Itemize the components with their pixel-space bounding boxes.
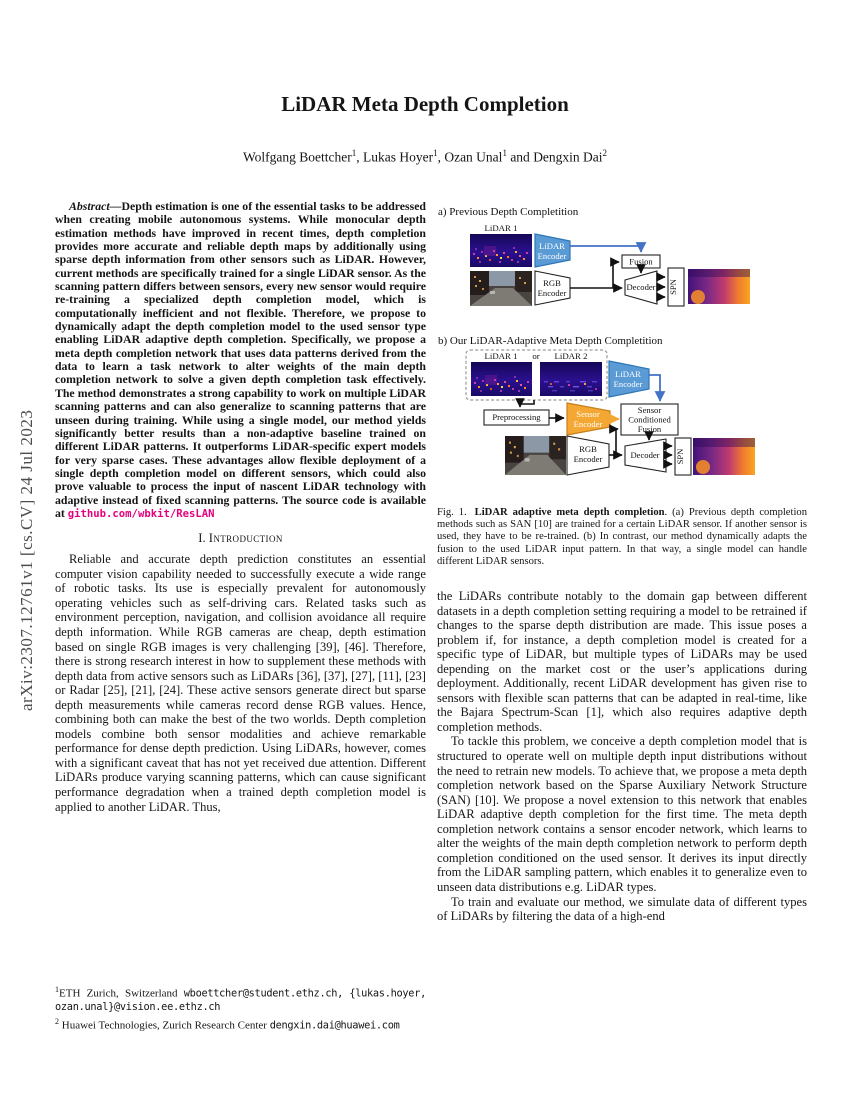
lidar-to-preprocessing-arrow [520,400,534,407]
lidar-to-scf-arrow [649,375,660,401]
output-depth-image [693,438,755,475]
panel-a-label: a) Previous Depth Completition [438,206,579,218]
paragraph: Reliable and accurate depth prediction constitutes an essential computer vision capability needed to successfully execute a wide range of robotic tasks. Its use is especially prevalent for autonomously operating vehicles such as self-driving cars. Related tasks such as environment perception, navigation, and collision avoidance all require depth information. While RGB cameras are cheap, depth estimation based on single RGB images is very challenging [39], [46]. Therefore, there is strong research interest in how to supplement these methods with depth data from active sensors such as LiDARs [36], [37], [27], [11], [23] or Radar [25], [21], [24]. These active sensors generate direct but sparse depth measurements while cameras record dense RGB values. Hence, combining both can make the best of the two worlds. Depth completion models combine both sensor modalities and achieve remarkable performance for dense depth prediction. Using LiDARs, however, comes with a significant caveat that has not yet received due attention. Different LiDARs produce varying scanning patterns, which can cause significant performance degradation when a trained depth completion model is applied to another LiDAR. Thus, [55,552,426,814]
svg-text:Encoder: Encoder [537,251,567,261]
paragraph: To tackle this problem, we conceive a depth completion model that is structured to operate well on multiple depth input distributions without the need to retrain new models. To achieve that, we propose a meta depth completion network based on the Sparse Auxiliary Network Structure (SAN) [10]. We propose a novel extension to this network that enables LiDAR adaptive depth completion for the first time. The meta depth completion network contains a sensor encoder network, which learns to alter the weights of the main depth completion network to perform depth completion conditioned on the used sensor. It derives its input directly from the LiDAR sampling pattern, which enables it to generalize even to unseen data distributions e.g. LiDAR types. [437,734,807,894]
abstract-text: Depth estimation is one of the essential tasks to be addressed when creating mobile autonomous systems. While monocular depth estimation methods have improved in recent times, depth completion provides more accurate and reliable depth maps by additionally using sparse depth information from other sensors such as LiDAR. However, current methods are specifically trained for a single LiDAR sensor. As the scanning pattern differs between sensors, every new sensor would require re-training a specialized depth completion model, which is computationally inefficient and not flexible. Therefore, we propose to dynamically adapt the depth completion model to the used sensor type enabling LiDAR adaptive depth completion. Specifically, we propose a meta depth completion network that uses data patterns derived from the data to learn a task network to alter weights of the main depth completion network to solve a given depth completion task effectively. The method demonstrates a strong capability to work on multiple LiDAR scanning patterns and can also generalize to scanning patterns that are unseen during training. While using a single model, our method yields significantly better results than a non-adaptive baseline trained on different LiDAR patterns. It outperforms LiDAR-specific expert models for very sparse cases. These advantages allow flexible deployment of a single depth completion model on different sensors, which could also prove valuable to process the input of nascent LiDAR technology with adaptive instead of fixed scanning patterns. The source code is available at [55,199,426,520]
svg-text:Decoder: Decoder [630,450,660,460]
arxiv-banner: arXiv:2307.12761v1 [cs.CV] 24 Jul 2023 [17,409,36,711]
abstract-label: Abstract— [69,199,122,213]
svg-text:Fusion: Fusion [629,256,653,267]
or-label: or [532,351,540,361]
svg-text:RGB: RGB [543,278,561,288]
lidar-to-fusion-arrow [570,246,641,252]
svg-text:LiDAR: LiDAR [615,369,641,379]
right-column-body [437,589,807,924]
lidar1-label: LiDAR 1 [484,351,518,361]
svg-text:SPN: SPN [675,448,685,465]
email-address: wboettcher@student.ethz.ch, [183,987,344,1000]
paragraph: the LiDARs contribute notably to the domain gap between different datasets in a depth completion setting requiring a model to be retrained if changes to the sparse depth distribution are made. This issue poses a problem if, for instance, a depth completion model is created for a specific type of LiDAR, but multiple types of LiDARs may be used depending on the market cost or the user’s applications during deployment. Additionally, recent LiDAR development has given rise to sensors with flexible scan patterns that can be adapted in real-time, like the Bajara Spectrum-Scan [1], which also requires adaptive depth completion methods. [437,589,807,734]
author-affil-sup: 1 [351,148,357,158]
introduction-body [55,552,426,814]
svg-text:Preprocessing: Preprocessing [492,412,541,422]
svg-text:Encoder: Encoder [573,454,603,464]
rgb-image [505,436,566,475]
lidar1-image [471,362,532,396]
panel-b-label: b) Our LiDAR-Adaptive Meta Depth Completition [438,335,663,347]
lidar2-label: LiDAR 2 [554,351,588,361]
svg-text:Encoder: Encoder [613,379,643,389]
left-column [55,200,426,1035]
svg-text:Decoder: Decoder [626,282,656,292]
email-address: dengxin.dai@huawei.com [269,1019,400,1032]
author: Dengxin Dai [533,149,603,165]
paragraph: To train and evaluate our method, we simulate data of different types of LiDARs by filtering the data of a high-end [437,894,807,924]
footnote-1: $^1$ETH Zurich, Switzerland wboettcher@student.ethz.ch, {lukas.hoyer, ozan.unal}@vision.ee.ethz.ch [55,985,427,1014]
figure-1-caption: Fig. 1. LiDAR adaptive meta depth completion. (a) Previous depth completion methods such as SAN [10] are trained for a certain LiDAR sensor. If another sensor is used, they have to be re-trained. (b) In contrast, our method dynamically adapts the fusion to the used LiDAR input pattern. In that way, a single model can handle different LiDAR sensors. [437,507,807,567]
footnote-2: $^2$ Huawei Technologies, Zurich Research Center dengxin.dai@huawei.com [55,1016,400,1032]
svg-text:Sensor: Sensor [637,405,662,415]
abstract [55,200,426,521]
svg-text:RGB: RGB [579,444,597,454]
lidar2-image [540,362,602,396]
author-affil-sup: 1 [433,148,438,158]
svg-text:SPN: SPN [668,279,678,295]
section-heading-introduction: I. Introduction [198,531,283,546]
author-line: Wolfgang Boettcher$^1$, Lukas Hoyer$^1$, Ozan Unal$^1$ and Dengxin Dai$^2$ [242,148,608,165]
author-affil-sup: 2 [602,148,608,158]
author: Lukas Hoyer [362,149,434,165]
source-code-link[interactable]: github.com/wbkit/ResLAN [67,507,215,520]
svg-text:Sensor: Sensor [576,409,600,419]
right-column [437,205,807,1035]
figure-panel-a [437,205,807,329]
lidar1-label: LiDAR 1 [484,223,518,233]
svg-text:Fusion: Fusion [637,424,662,434]
figure-1 [437,205,807,568]
author: Ozan Unal [444,149,503,165]
rgb-branch-to-fusion-arrow [613,262,619,288]
svg-text:Encoder: Encoder [573,419,603,429]
author: Wolfgang Boettcher [242,149,352,165]
svg-text:LiDAR: LiDAR [539,241,565,251]
lidar1-image [470,234,532,267]
email-address: {lukas.hoyer, ozan.unal}@vision.ee.ethz.ch [55,987,427,1014]
output-depth-image [688,269,750,304]
svg-text:Encoder: Encoder [537,288,567,298]
svg-text:Conditioned: Conditioned [628,414,671,425]
figure-panel-b [437,334,807,494]
footnotes [55,983,426,1033]
paper-title: LiDAR Meta Depth Completion [281,92,569,116]
rgb-branch-to-scf-arrow [616,429,618,455]
author-affil-sup: 1 [502,148,507,158]
rgb-image [470,271,532,306]
